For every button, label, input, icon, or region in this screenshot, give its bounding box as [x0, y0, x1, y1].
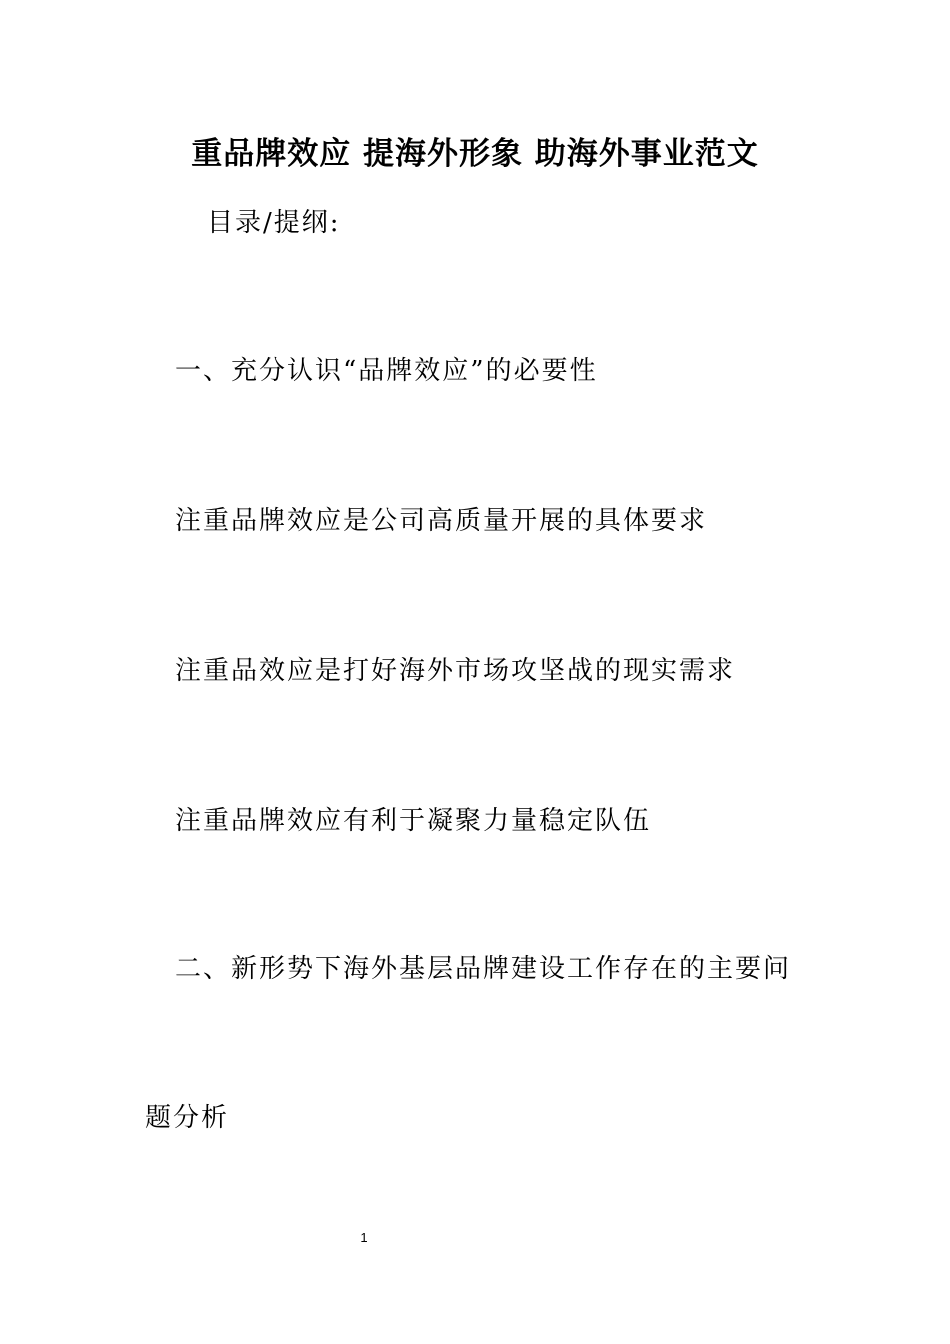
- toc-label: 目录/提纲:: [207, 208, 341, 238]
- outline-item: 注重品牌效应是公司高质量开展的具体要求: [175, 506, 708, 536]
- outline-item: 注重品效应是打好海外市场攻坚战的现实需求: [175, 656, 736, 686]
- outline-item: 二、新形势下海外基层品牌建设工作存在的主要问: [175, 954, 792, 984]
- outline-item-continuation: 题分析: [145, 1103, 230, 1133]
- outline-item: 一、充分认识“品牌效应”的必要性: [175, 356, 598, 386]
- page-number: 1: [360, 1230, 368, 1245]
- outline-item: 注重品牌效应有利于凝聚力量稳定队伍: [175, 806, 652, 836]
- document-title: 重品牌效应 提海外形象 助海外事业范文: [191, 136, 759, 172]
